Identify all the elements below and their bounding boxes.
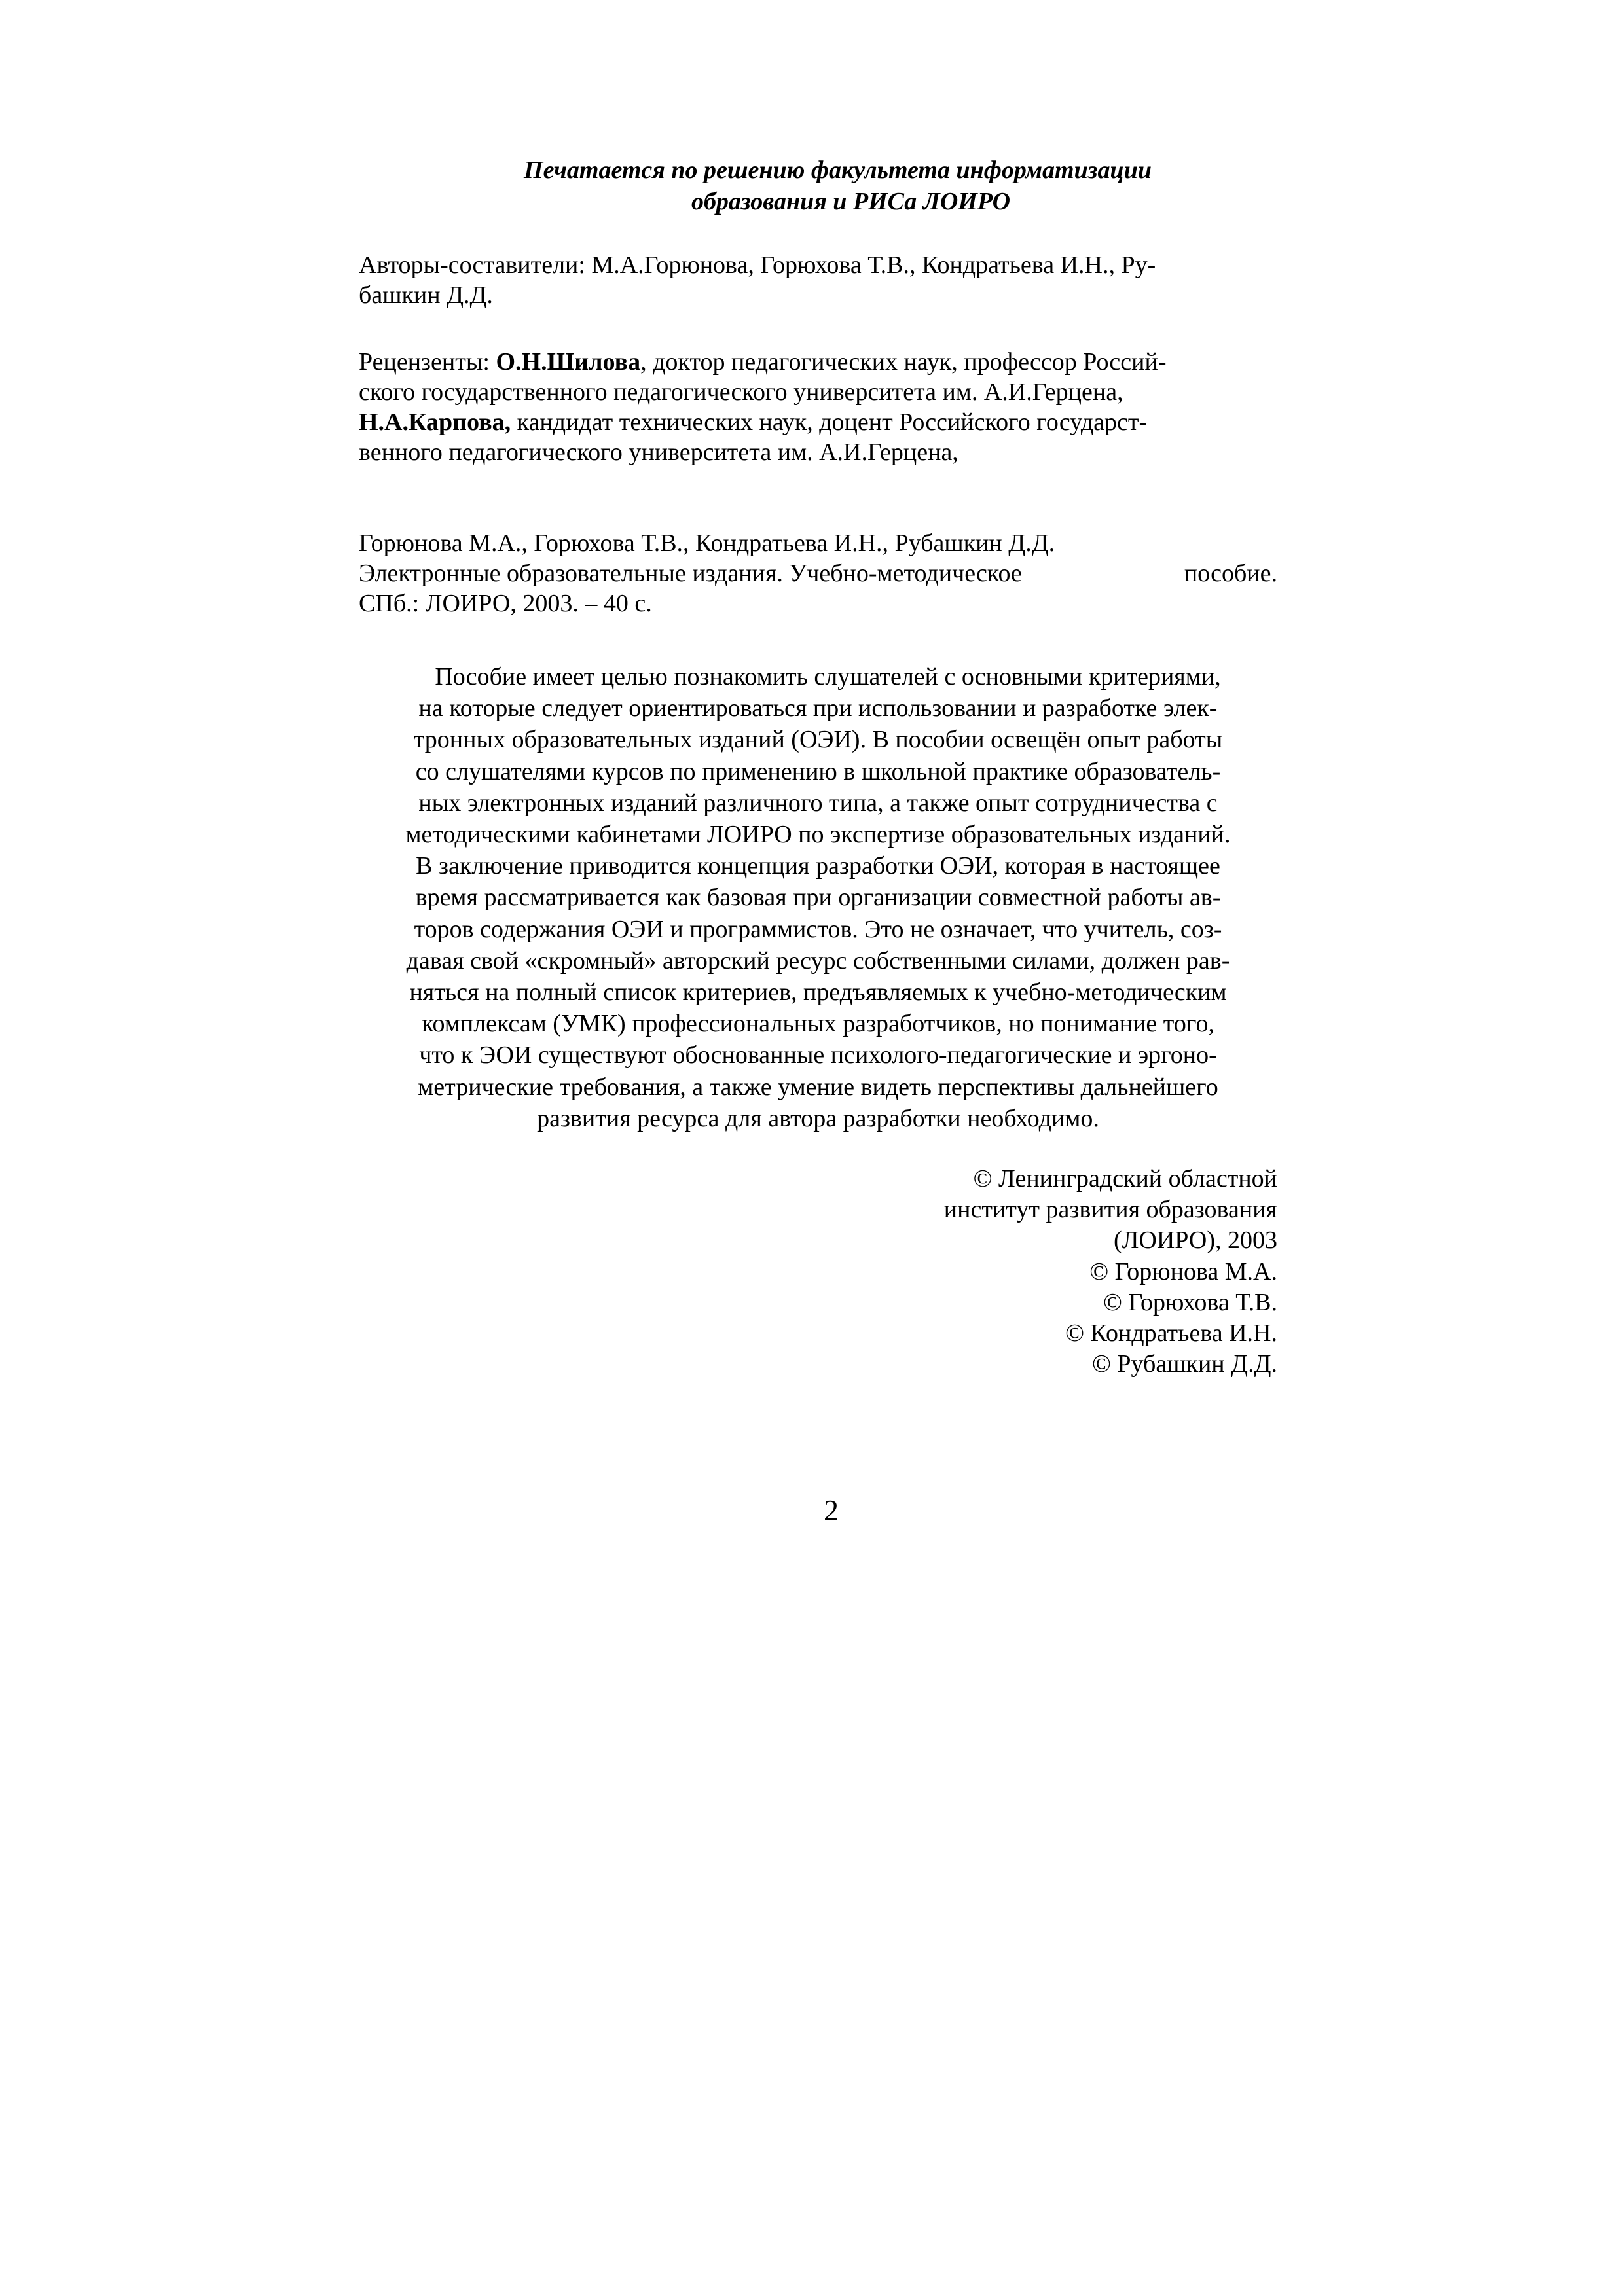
abstract-line: время рассматривается как базовая при организации совместной работы ав- (415, 884, 1221, 912)
copyright-line: © Горюнова М.А. (1089, 1257, 1277, 1285)
abstract-line: торов содержания ОЭИ и программистов. Это не означает, что учитель, соз- (414, 915, 1222, 943)
abstract-line: на которые следует ориентироваться при использовании и разработке элек- (418, 694, 1218, 723)
abstract-line: давая свой «скромный» авторский ресурс собственными силами, должен рав- (406, 946, 1230, 975)
copyright-block (359, 1164, 1277, 1380)
citation-title: Электронные образовательные издания. Учебно-методическое (359, 560, 1022, 587)
document-page (359, 0, 1277, 2296)
citation-line-3: СПб.: ЛОИРО, 2003. – 40 с. (359, 590, 652, 617)
reviewer-1-description-continued: ского государственного педагогического университета им. А.И.Герцена, (359, 378, 1123, 406)
reviewers-paragraph (359, 347, 1277, 467)
publication-note (359, 154, 1277, 217)
bibliographic-citation (359, 528, 1277, 619)
reviewer-2-description: кандидат технических наук, доцент Российского государст- (511, 408, 1148, 436)
citation-line-1: Горюнова М.А., Горюхова Т.В., Кондратьева И.Н., Рубашкин Д.Д. (359, 529, 1055, 557)
citation-type: пособие. (1184, 560, 1277, 587)
abstract-line: методическими кабинетами ЛОИРО по экспертизе образовательных изданий. (405, 821, 1231, 849)
authors-names-continued: башкин Д.Д. (359, 281, 493, 309)
abstract-line: няться на полный список критериев, предъявляемых к учебно-методическим (409, 978, 1227, 1007)
copyright-line: © Рубашкин Д.Д. (1092, 1350, 1277, 1378)
copyright-line: © Кондратьева И.Н. (1065, 1319, 1277, 1348)
copyright-line: © Ленинградский областной (973, 1165, 1277, 1193)
abstract-line: развития ресурса для автора разработки необходимо. (537, 1104, 1099, 1132)
reviewer-2-name: Н.А.Карпова, (359, 408, 511, 436)
page-number: 2 (824, 1494, 839, 1527)
abstract-line: тронных образовательных изданий (ОЭИ). В пособии освещён опыт работы (413, 726, 1223, 754)
copyright-line: (ЛОИРО), 2003 (1113, 1227, 1277, 1255)
abstract-line: ных электронных изданий различного типа, а также опыт сотрудничества с (418, 789, 1218, 817)
citation-line-2 (359, 558, 1277, 588)
abstract-paragraph (359, 661, 1277, 1134)
reviewer-1-name: О.Н.Шилова (496, 348, 641, 376)
publication-note-line-1: Печатается по решению факультета информатизации (524, 156, 1152, 184)
copyright-line: © Горюхова Т.В. (1103, 1288, 1277, 1316)
abstract-line: метрические требования, а также умение видеть перспективы дальнейшего (418, 1073, 1218, 1101)
reviewer-1-description: , доктор педагогических наук, профессор Россий- (640, 348, 1167, 376)
abstract-line: комплексам (УМК) профессиональных разработчиков, но понимание того, (421, 1010, 1215, 1038)
abstract-line: Пособие имеет целью познакомить слушателей с основными критериями, (435, 663, 1221, 691)
authors-names: М.А.Горюнова, Горюхова Т.В., Кондратьева И.Н., Ру- (591, 251, 1156, 279)
abstract-line: со слушателями курсов по применению в школьной практике образователь- (415, 757, 1221, 785)
copyright-line: институт развития образования (943, 1196, 1277, 1224)
authors-paragraph (359, 250, 1277, 310)
abstract-line: В заключение приводится концепция разработки ОЭИ, которая в настоящее (416, 852, 1220, 880)
authors-label: Авторы-составители: (359, 251, 585, 279)
publication-note-line-2: образования и РИСа ЛОИРО (691, 188, 1011, 215)
abstract-line: что к ЭОИ существуют обоснованные психолого-педагогические и эргоно- (419, 1041, 1217, 1069)
reviewer-2-description-continued: венного педагогического университета им. А.И.Герцена, (359, 439, 958, 466)
reviewers-label: Рецензенты: (359, 348, 490, 376)
